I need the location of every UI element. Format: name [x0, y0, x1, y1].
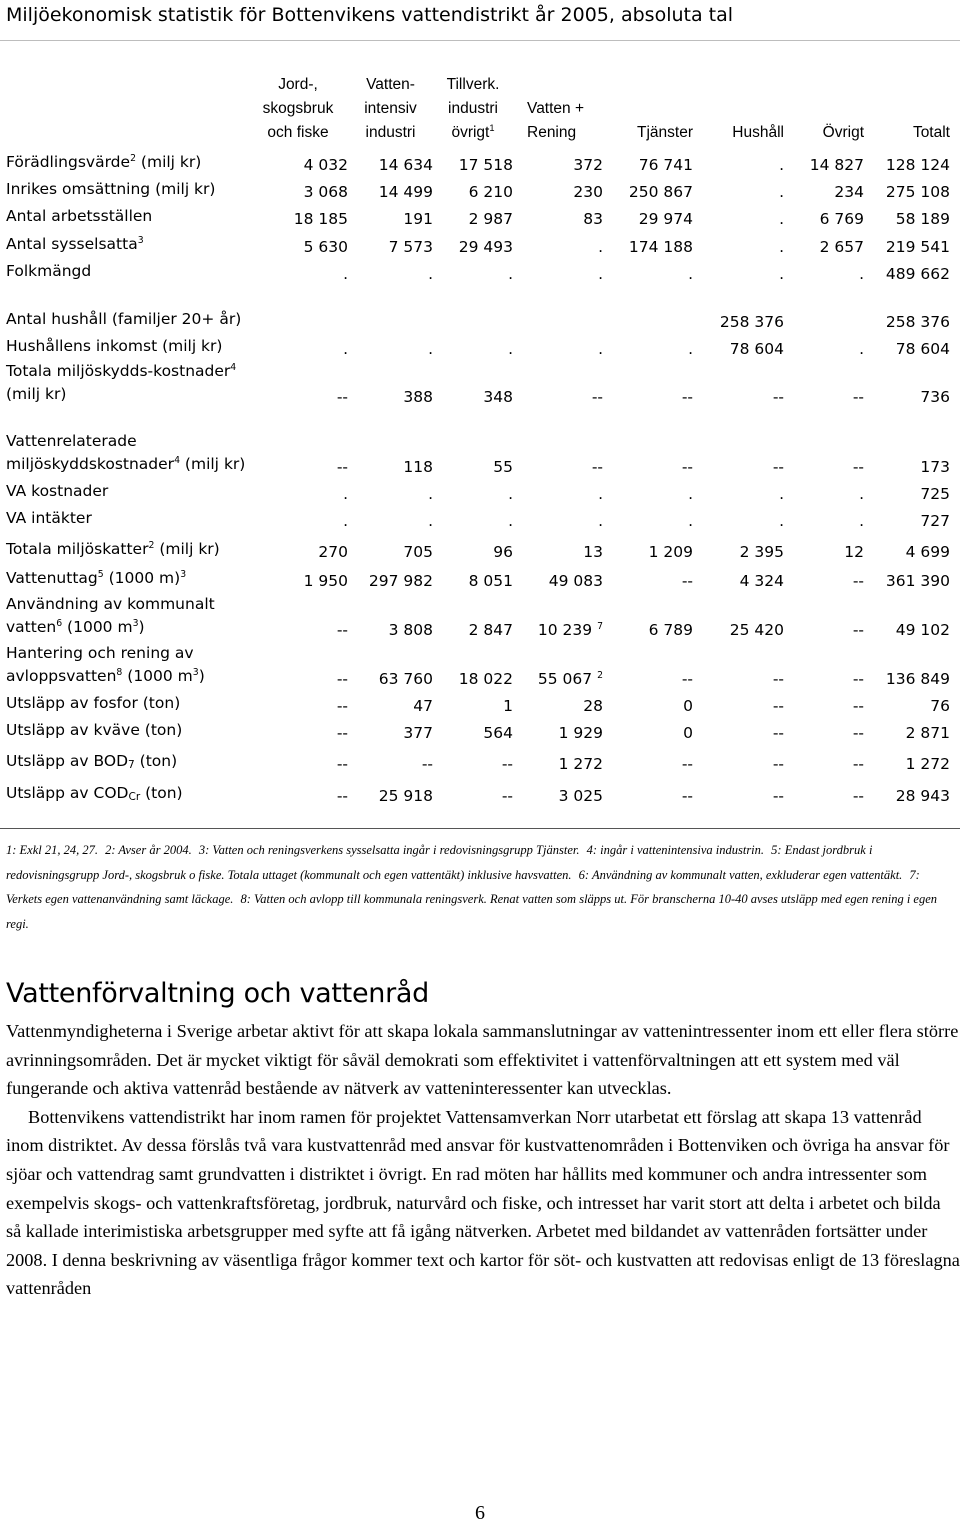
table-cell: 14 827: [809, 156, 864, 174]
row-label: Användning av kommunalt vatten$^6$ (1000 $m^3$): [6, 595, 215, 636]
table-row: [6, 775, 950, 807]
table-cell: 6 210: [468, 183, 513, 201]
table-cell: --: [772, 697, 784, 715]
row-label: Utsläpp av fosfor (ton): [6, 694, 181, 712]
table-cell: 230: [573, 183, 603, 201]
table-cell: --: [591, 388, 603, 406]
table-row: [6, 285, 950, 333]
row-label: Antal sysselsatta$^3$: [6, 234, 144, 253]
table-cell: .: [343, 265, 348, 283]
table-cell: 270: [318, 543, 348, 561]
row-label: Totala miljöskatter$^2$ (milj kr): [6, 539, 220, 558]
paragraph-1: Vattenmyndigheterna i Sverige arbetar aktivt för att skapa lokala sammanslutningar av vattenintressenter inom ett eller flera större avrinningsområden. Det är mycket viktigt för såväl demokrati som effektivitet i vattenförvaltningen att ett system med väl fungerande och aktiva vattenråd bestående av nätverk av vatteninteressenter kan utvecklas.: [6, 1021, 959, 1099]
row-label: Utsläpp av kväve (ton): [6, 721, 183, 739]
table-cell: 55: [493, 458, 513, 476]
table-cell: 29 974: [638, 210, 693, 228]
table-cell: 2 871: [905, 724, 950, 742]
table-cell: 0: [683, 697, 693, 715]
table-cell: 49 102: [895, 621, 950, 639]
table-cell: [603, 285, 693, 333]
row-label: Folkmängd: [6, 262, 92, 280]
table-cell: [248, 285, 348, 333]
table-cell: --: [501, 787, 513, 805]
footnote: 6: Användning av kommunalt vatten, exkluderar egen vattentäkt.: [578, 867, 903, 882]
table-row: [6, 176, 950, 203]
section-body: [6, 1017, 960, 1303]
table-row: [6, 744, 950, 775]
table-cell: 2 395: [739, 543, 784, 561]
table-cell: 58 189: [895, 210, 950, 228]
table-cell: --: [772, 787, 784, 805]
table-cell: 377: [403, 724, 433, 742]
table-cell: 727: [920, 512, 950, 530]
table-cell: 6 789: [648, 621, 693, 639]
table-cell: 258 376: [719, 313, 784, 331]
table-cell: 3 808: [388, 621, 433, 639]
table-cell: 7 573: [388, 238, 433, 256]
section-heading: Vattenförvaltning och vattenråd: [6, 978, 429, 1009]
table-row: [6, 717, 950, 744]
table-cell: 1 209: [648, 543, 693, 561]
table-cell: --: [852, 458, 864, 476]
table-cell: --: [852, 621, 864, 639]
table-row: [6, 408, 950, 478]
table-cell: 17 518: [458, 156, 513, 174]
row-label: Hushållens inkomst (milj kr): [6, 337, 223, 355]
table-cell: .: [343, 512, 348, 530]
table-cell: 1: [503, 697, 513, 715]
table-cell: 388: [403, 388, 433, 406]
table-cell: 2 847: [468, 621, 513, 639]
table-cell: .: [688, 265, 693, 283]
table-cell: .: [508, 512, 513, 530]
table-row: [6, 149, 950, 176]
table-cell: --: [852, 670, 864, 688]
table-cell: .: [508, 265, 513, 283]
table-cell: --: [336, 697, 348, 715]
table-cell: 118: [403, 458, 433, 476]
table-cell: 25 420: [729, 621, 784, 639]
row-label: Antal arbetsställen: [6, 207, 153, 225]
table-row: [6, 532, 950, 563]
table-row: [6, 641, 950, 690]
table-cell: --: [772, 388, 784, 406]
table-cell: 76: [930, 697, 950, 715]
footnotes: [6, 838, 956, 936]
table-cell: .: [428, 485, 433, 503]
row-label: Utsläpp av $COD_{Cr}$ (ton): [6, 784, 183, 804]
table-cell: 234: [834, 183, 864, 201]
table-cell: --: [591, 458, 603, 476]
table-cell: --: [681, 572, 693, 590]
table-row: [6, 592, 950, 641]
table-cell: 8 051: [468, 572, 513, 590]
table-cell: .: [859, 485, 864, 503]
table-cell: 29 493: [458, 238, 513, 256]
table-cell: 372: [573, 156, 603, 174]
table-cell: 705: [403, 543, 433, 561]
header-tillverk-industri-ovrigt: Tillverk. industri övrigt$^1$: [446, 76, 500, 141]
table-cell: 12: [844, 543, 864, 561]
table-cell: 250 867: [628, 183, 693, 201]
table-row: [6, 690, 950, 717]
table-cell: --: [772, 670, 784, 688]
header-tjanster: Tjänster: [637, 124, 693, 141]
table-cell: --: [852, 787, 864, 805]
table-cell: .: [343, 340, 348, 358]
table-cell: 14 634: [378, 156, 433, 174]
table-cell: 5 630: [303, 238, 348, 256]
table-cell: .: [598, 265, 603, 283]
table-cell: [784, 285, 864, 333]
footnote: 2: Avser år 2004.: [105, 843, 192, 857]
table-cell: 63 760: [378, 670, 433, 688]
table-cell: 219 541: [885, 238, 950, 256]
table-cell: 173: [920, 458, 950, 476]
table-cell: 4 324: [739, 572, 784, 590]
table-cell: .: [688, 485, 693, 503]
table-cell: --: [852, 697, 864, 715]
table-cell: --: [852, 388, 864, 406]
footnote: 3: Vatten och reningsverkens sysselsatta ingår i redovisningsgrupp Tjänster.: [198, 843, 580, 857]
footnote: 8: Vatten och avlopp till kommunala reningsverk. Renat vatten som släpps ut. För branscherna 10-40 avses utsläpp med egen rening i egen regi.: [6, 892, 938, 931]
table-cell: --: [336, 621, 348, 639]
table-cell: 78 604: [729, 340, 784, 358]
table-cell: .: [779, 265, 784, 283]
table-cell: 1 950: [303, 572, 348, 590]
table-cell: 297 982: [368, 572, 433, 590]
header-corner: [6, 73, 248, 149]
statistics-table: [6, 73, 950, 807]
header-jord-skog-fiske: Jord-, skogsbruk och fiske: [262, 76, 334, 141]
row-label: Förädlingsvärde$^2$ (milj kr): [6, 152, 202, 171]
row-label: Inrikes omsättning (milj kr): [6, 180, 216, 198]
table-row: [6, 563, 950, 592]
table-cell: .: [598, 512, 603, 530]
table-cell: 736: [920, 388, 950, 406]
table-cell: --: [336, 755, 348, 773]
table-cell: 55 067 $^2$: [537, 669, 603, 688]
table-cell: .: [428, 265, 433, 283]
table-cell: --: [336, 670, 348, 688]
table-row: [6, 203, 950, 230]
table-cell: 564: [483, 724, 513, 742]
table-cell: --: [681, 458, 693, 476]
table-cell: 18 185: [293, 210, 348, 228]
table-row: [6, 333, 950, 360]
table-cell: 2 987: [468, 210, 513, 228]
title-divider: [0, 40, 960, 41]
header-vatten-rening: Vatten + Rening: [527, 100, 585, 141]
row-label: Hantering och rening av avloppsvatten$^8$ (1000 $m^3$): [6, 644, 205, 685]
header-hushall: Hushåll: [732, 124, 784, 141]
table-row: [6, 230, 950, 258]
table-cell: 136 849: [885, 670, 950, 688]
table-cell: 47: [413, 697, 433, 715]
table-cell: --: [852, 572, 864, 590]
table-cell: .: [859, 512, 864, 530]
table-cell: 191: [403, 210, 433, 228]
table-cell: [348, 285, 433, 333]
table-cell: --: [501, 755, 513, 773]
table-cell: 49 083: [548, 572, 603, 590]
table-cell: 28 943: [895, 787, 950, 805]
table-cell: 1 272: [905, 755, 950, 773]
table-cell: .: [343, 485, 348, 503]
page-number: 6: [475, 1502, 485, 1524]
table-cell: --: [772, 724, 784, 742]
footnote: 7: Verkets egen vattenanvändning samt läckage.: [6, 867, 920, 906]
table-cell: --: [852, 724, 864, 742]
paragraph-2: Bottenvikens vattendistrikt har inom ramen för projektet Vattensamverkan Norr utarbetat ett förslag att skapa 13 vattenråd inom distriktet. Av dessa förslås två vara kustvattenråd med ansvar för kustvattenområden i Bottenviken och övriga ha ansvar för sjöar och vattendrag samt grundvatten i distriktet i övrigt. En rad möten har hållits med kommuner och andra intressenter som exempelvis skogs- och vattenkraftsföretag, jordbruk, naturvård och fiske, och intresset har varit stort att delta i arbetet och bilda så kallade interimistiska arbetsgrupper med syfte att få igång nätverken. Arbetet med bildandet av vattenråden fortsätter under 2008. I denna beskrivning av väsentliga frågor kommer text och kartor för söt- och kustvatten att redovisas enligt de 13 föreslagna vattenråden: [6, 1106, 960, 1299]
row-label: Totala miljöskydds-kostnader$^4$ (milj kr): [6, 361, 237, 403]
table-cell: 489 662: [885, 265, 950, 283]
table-cell: --: [772, 458, 784, 476]
footnote: 1: Exkl 21, 24, 27.: [6, 843, 98, 857]
row-label: VA intäkter: [6, 509, 92, 527]
table-title: Miljöekonomisk statistik för Bottenvikens vattendistrikt år 2005, absoluta tal: [6, 4, 734, 26]
table-cell: .: [779, 156, 784, 174]
table-cell: .: [688, 512, 693, 530]
table-cell: .: [779, 512, 784, 530]
table-cell: 2 657: [819, 238, 864, 256]
table-cell: --: [681, 787, 693, 805]
table-cell: .: [428, 512, 433, 530]
table-cell: .: [859, 340, 864, 358]
table-cell: --: [421, 755, 433, 773]
table-cell: 4 699: [905, 543, 950, 561]
table-cell: .: [688, 340, 693, 358]
table-cell: .: [779, 210, 784, 228]
table-cell: 361 390: [885, 572, 950, 590]
table-row: [6, 360, 950, 408]
table-cell: 14 499: [378, 183, 433, 201]
table-cell: [433, 285, 513, 333]
row-label: VA kostnader: [6, 482, 109, 500]
table-cell: 275 108: [885, 183, 950, 201]
table-cell: 96: [493, 543, 513, 561]
table-cell: .: [779, 183, 784, 201]
table-cell: 1 272: [558, 755, 603, 773]
table-cell: 10 239 $^7$: [537, 620, 603, 639]
table-cell: 348: [483, 388, 513, 406]
footnote: 5: Endast jordbruk i redovisningsgrupp Jord-, skogsbruk o fiske. Totala uttaget (kommunalt och egen vattentäkt) inklusive havsvatten.: [6, 843, 873, 882]
header-ovrigt: Övrigt: [822, 124, 864, 141]
table-cell: --: [681, 670, 693, 688]
table-cell: .: [779, 485, 784, 503]
table-cell: 18 022: [458, 670, 513, 688]
table-cell: 28: [583, 697, 603, 715]
table-cell: .: [598, 485, 603, 503]
table-cell: 78 604: [895, 340, 950, 358]
table-bottom-rule: [0, 828, 960, 829]
row-label: Vattenrelaterade miljöskyddskostnader$^4$ (milj kr): [6, 432, 246, 473]
table-cell: --: [852, 755, 864, 773]
table-cell: --: [336, 787, 348, 805]
table-cell: 6 769: [819, 210, 864, 228]
table-cell: .: [859, 265, 864, 283]
table-cell: .: [598, 238, 603, 256]
table-cell: 76 741: [638, 156, 693, 174]
table-cell: 4 032: [303, 156, 348, 174]
table-cell: --: [681, 755, 693, 773]
table-cell: 725: [920, 485, 950, 503]
row-label: Vattenuttag$^5$ (1000 m)$^3$: [6, 568, 187, 587]
table-cell: 13: [583, 543, 603, 561]
table-cell: .: [508, 340, 513, 358]
table-cell: --: [336, 388, 348, 406]
table-row: [6, 505, 950, 532]
table-cell: .: [428, 340, 433, 358]
table-cell: .: [508, 485, 513, 503]
table-cell: 174 188: [628, 238, 693, 256]
table-cell: 0: [683, 724, 693, 742]
header-vattenintensiv-industri: Vatten- intensiv industri: [364, 76, 417, 141]
table-cell: [513, 285, 603, 333]
table-cell: 1 929: [558, 724, 603, 742]
table-cell: 83: [583, 210, 603, 228]
header-totalt: Totalt: [912, 124, 950, 141]
table-cell: .: [779, 238, 784, 256]
table-cell: .: [598, 340, 603, 358]
table-cell: 258 376: [885, 313, 950, 331]
table-cell: 3 068: [303, 183, 348, 201]
row-label: Utsläpp av $BOD_7$ (ton): [6, 752, 178, 772]
table-row: [6, 258, 950, 285]
footnote: 4: ingår i vattenintensiva industrin.: [586, 843, 765, 857]
table-row: [6, 478, 950, 505]
table-cell: --: [336, 724, 348, 742]
table-cell: 25 918: [378, 787, 433, 805]
table-cell: 128 124: [885, 156, 950, 174]
table-cell: --: [336, 458, 348, 476]
table-header-row: [6, 73, 950, 149]
table-cell: --: [681, 388, 693, 406]
table-cell: 3 025: [558, 787, 603, 805]
table-cell: --: [772, 755, 784, 773]
row-label: Antal hushåll (familjer 20+ år): [6, 310, 242, 328]
